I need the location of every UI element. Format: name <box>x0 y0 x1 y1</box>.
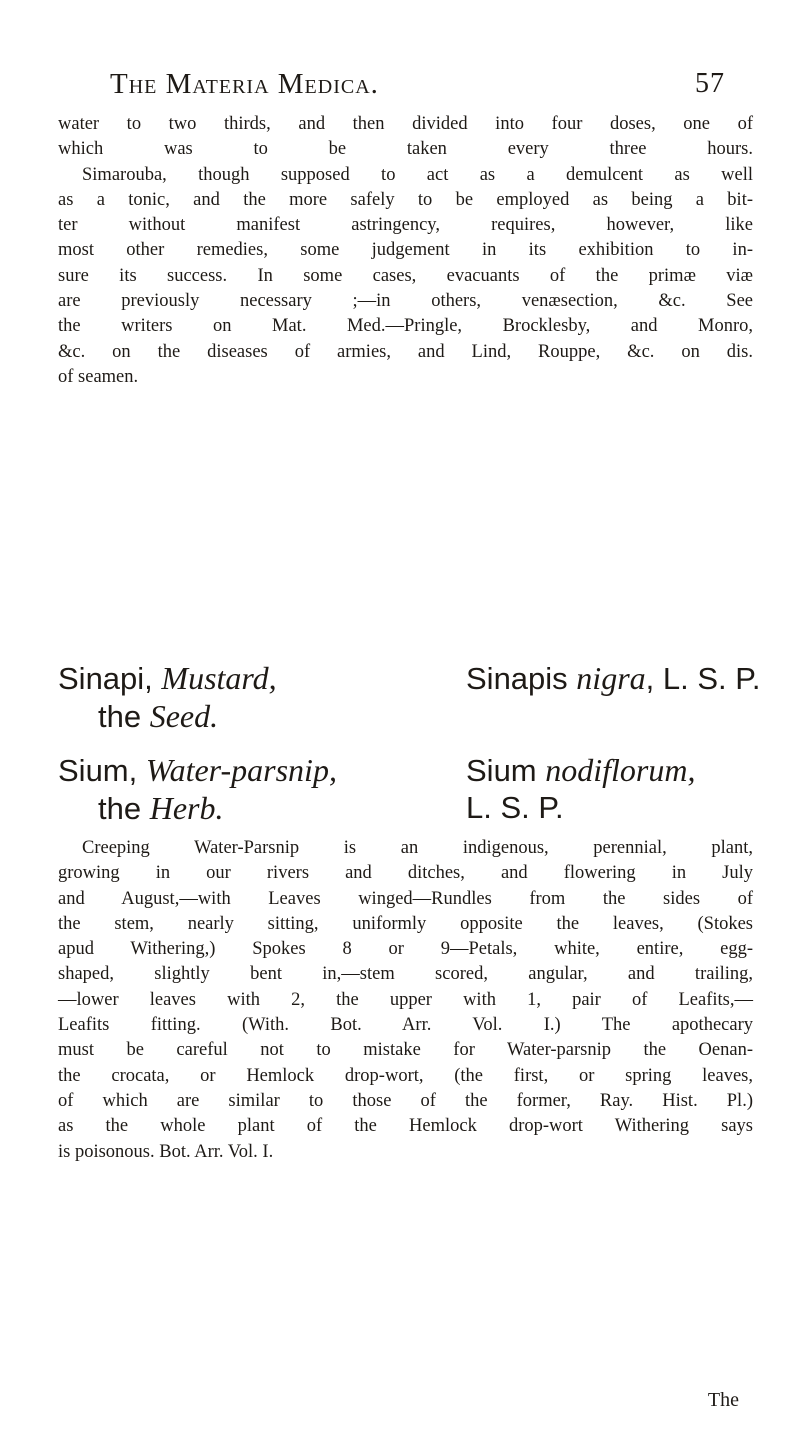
text-line: which was to be taken every three hours. <box>58 139 753 160</box>
text-line: the stem, nearly sitting, uniformly opposite the leaves, (Stokes <box>58 913 753 934</box>
text-line: as the whole plant of the Hemlock drop-wort Withering says <box>58 1116 753 1137</box>
text-line: ter without manifest astringency, requires, however, like <box>58 215 753 236</box>
text-line: sure its success. In some cases, evacuants of the primæ viæ <box>58 265 753 286</box>
text-line: as a tonic, and the more safely to be employed as being a bit- <box>58 189 753 210</box>
text-line: growing in our rivers and ditches, and flowering in July <box>58 863 753 884</box>
running-header <box>110 68 725 108</box>
text-line: Creeping Water-Parsnip is an indigenous, perennial, plant, <box>82 838 753 858</box>
page-number: 57 <box>695 68 725 99</box>
text-line: &c. on the diseases of armies, and Lind, Rouppe, &c. on dis. <box>58 341 753 362</box>
text-line: the crocata, or Hemlock drop-wort, (the first, or spring leaves, <box>58 1065 753 1086</box>
entry-sinapi-latin: Sinapis nigra, L. S. P. <box>466 660 761 696</box>
entry-sium-latin: Sium nodiflorum, <box>466 752 696 788</box>
paragraph-water-parsnip <box>58 836 753 1165</box>
text-line: —lower leaves with 2, the upper with 1, pair of Leafits,— <box>58 989 753 1010</box>
text-line: shaped, slightly bent in,—stem scored, angular, and trailing, <box>58 964 753 985</box>
text-line: apud Withering,) Spokes 8 or 9—Petals, white, entire, egg- <box>58 939 753 960</box>
entry-sium-part: the Herb. <box>98 790 224 826</box>
entry-sium-common: Sium, Water-parsnip, <box>58 752 337 788</box>
text-line: must be careful not to mistake for Water-parsnip the Oenan- <box>58 1040 753 1061</box>
text-line: Leafits fitting. (With. Bot. Arr. Vol. I.) The apothecary <box>58 1015 753 1036</box>
text-line: of which are similar to those of the former, Ray. Hist. Pl.) <box>58 1090 753 1111</box>
paragraph-simarouba <box>58 112 753 390</box>
text-line: is poisonous. Bot. Arr. Vol. I. <box>58 1141 274 1162</box>
entry-sium-pharmacopoeias: L. S. P. <box>466 790 564 825</box>
text-line: are previously necessary ;—in others, venæsection, &c. See <box>58 291 753 312</box>
text-line: the writers on Mat. Med.—Pringle, Brocklesby, and Monro, <box>58 316 753 337</box>
running-title: The Materia Medica. <box>110 68 379 100</box>
text-line: water to two thirds, and then divided into four doses, one of <box>58 114 753 134</box>
entry-sinapi-common: Sinapi, Mustard, <box>58 660 277 696</box>
text-line: most other remedies, some judgement in its exhibition to in- <box>58 240 753 261</box>
text-line: Simarouba, though supposed to act as a demulcent as well <box>82 164 753 185</box>
text-line: and August,—with Leaves winged—Rundles from the sides of <box>58 888 753 909</box>
entry-sinapi-part: the Seed. <box>98 698 219 734</box>
catchword: The <box>707 1389 739 1411</box>
text-line: of seamen. <box>58 366 139 387</box>
